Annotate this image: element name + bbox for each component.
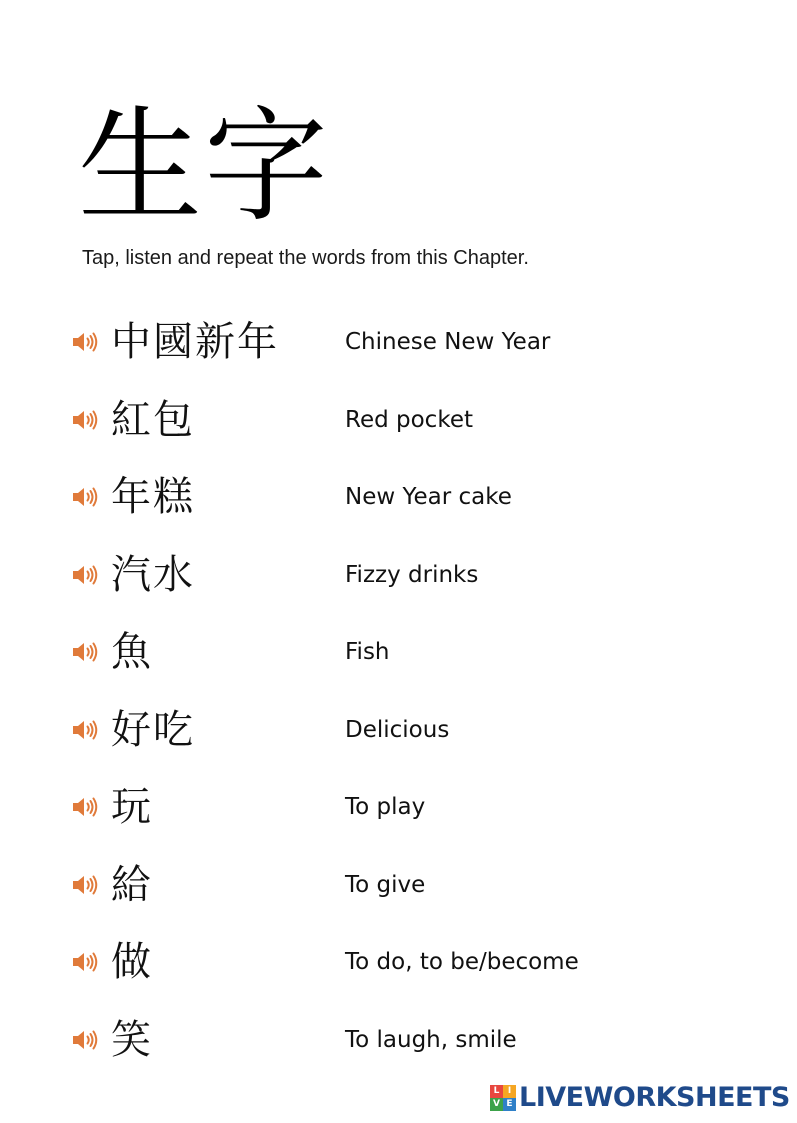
vocab-hanzi: 年糕 xyxy=(111,474,195,520)
speaker-icon[interactable] xyxy=(70,561,100,589)
speaker-icon[interactable] xyxy=(70,1026,100,1054)
vocab-english: New Year cake xyxy=(345,484,512,510)
vocab-english: To do, to be/become xyxy=(345,949,579,975)
logo-mark-letter: E xyxy=(503,1098,516,1111)
logo-mark-letter: I xyxy=(503,1085,516,1098)
vocab-english: To play xyxy=(345,794,426,820)
vocab-hanzi: 紅包 xyxy=(111,396,195,443)
speaker-icon[interactable] xyxy=(70,638,100,666)
vocab-hanzi: 好吃 xyxy=(111,706,195,753)
speaker-icon[interactable] xyxy=(70,328,100,356)
speaker-icon[interactable] xyxy=(70,793,100,821)
logo-text: LIVEWORKSHEETS xyxy=(519,1082,790,1113)
speaker-icon[interactable] xyxy=(70,406,100,434)
vocab-hanzi: 玩 xyxy=(111,784,153,830)
vocab-english: To laugh, smile xyxy=(345,1026,517,1053)
vocab-hanzi: 中國新年 xyxy=(111,319,279,365)
logo-mark-letter: V xyxy=(490,1098,503,1111)
vocab-english: Delicious xyxy=(345,716,450,743)
vocab-row xyxy=(70,390,720,450)
liveworksheets-logo xyxy=(490,1082,790,1114)
vocab-row xyxy=(70,545,720,605)
vocab-hanzi: 笑 xyxy=(111,1016,153,1063)
vocab-row xyxy=(70,467,720,527)
vocab-english: Red pocket xyxy=(345,406,473,433)
speaker-icon[interactable] xyxy=(70,716,100,744)
vocab-row xyxy=(70,932,720,992)
vocab-row xyxy=(70,1010,720,1070)
vocab-hanzi: 給 xyxy=(111,861,153,908)
speaker-icon[interactable] xyxy=(70,871,100,899)
logo-mark-letter: L xyxy=(490,1085,503,1098)
speaker-icon[interactable] xyxy=(70,483,100,511)
vocab-row xyxy=(70,622,720,682)
vocab-row xyxy=(70,700,720,760)
logo-mark xyxy=(490,1085,516,1111)
page-title: 生字 xyxy=(78,95,331,239)
vocab-row xyxy=(70,777,720,837)
vocab-hanzi: 做 xyxy=(111,939,153,985)
vocab-hanzi: 汽水 xyxy=(111,551,195,598)
vocab-english: Fizzy drinks xyxy=(345,561,479,588)
instruction-text: Tap, listen and repeat the words from this Chapter. xyxy=(82,247,529,269)
vocab-english: To give xyxy=(345,871,426,898)
vocab-english: Fish xyxy=(345,639,390,665)
vocab-hanzi: 魚 xyxy=(111,629,153,675)
vocab-row xyxy=(70,855,720,915)
vocab-row xyxy=(70,312,720,372)
speaker-icon[interactable] xyxy=(70,948,100,976)
vocab-english: Chinese New Year xyxy=(345,329,551,355)
